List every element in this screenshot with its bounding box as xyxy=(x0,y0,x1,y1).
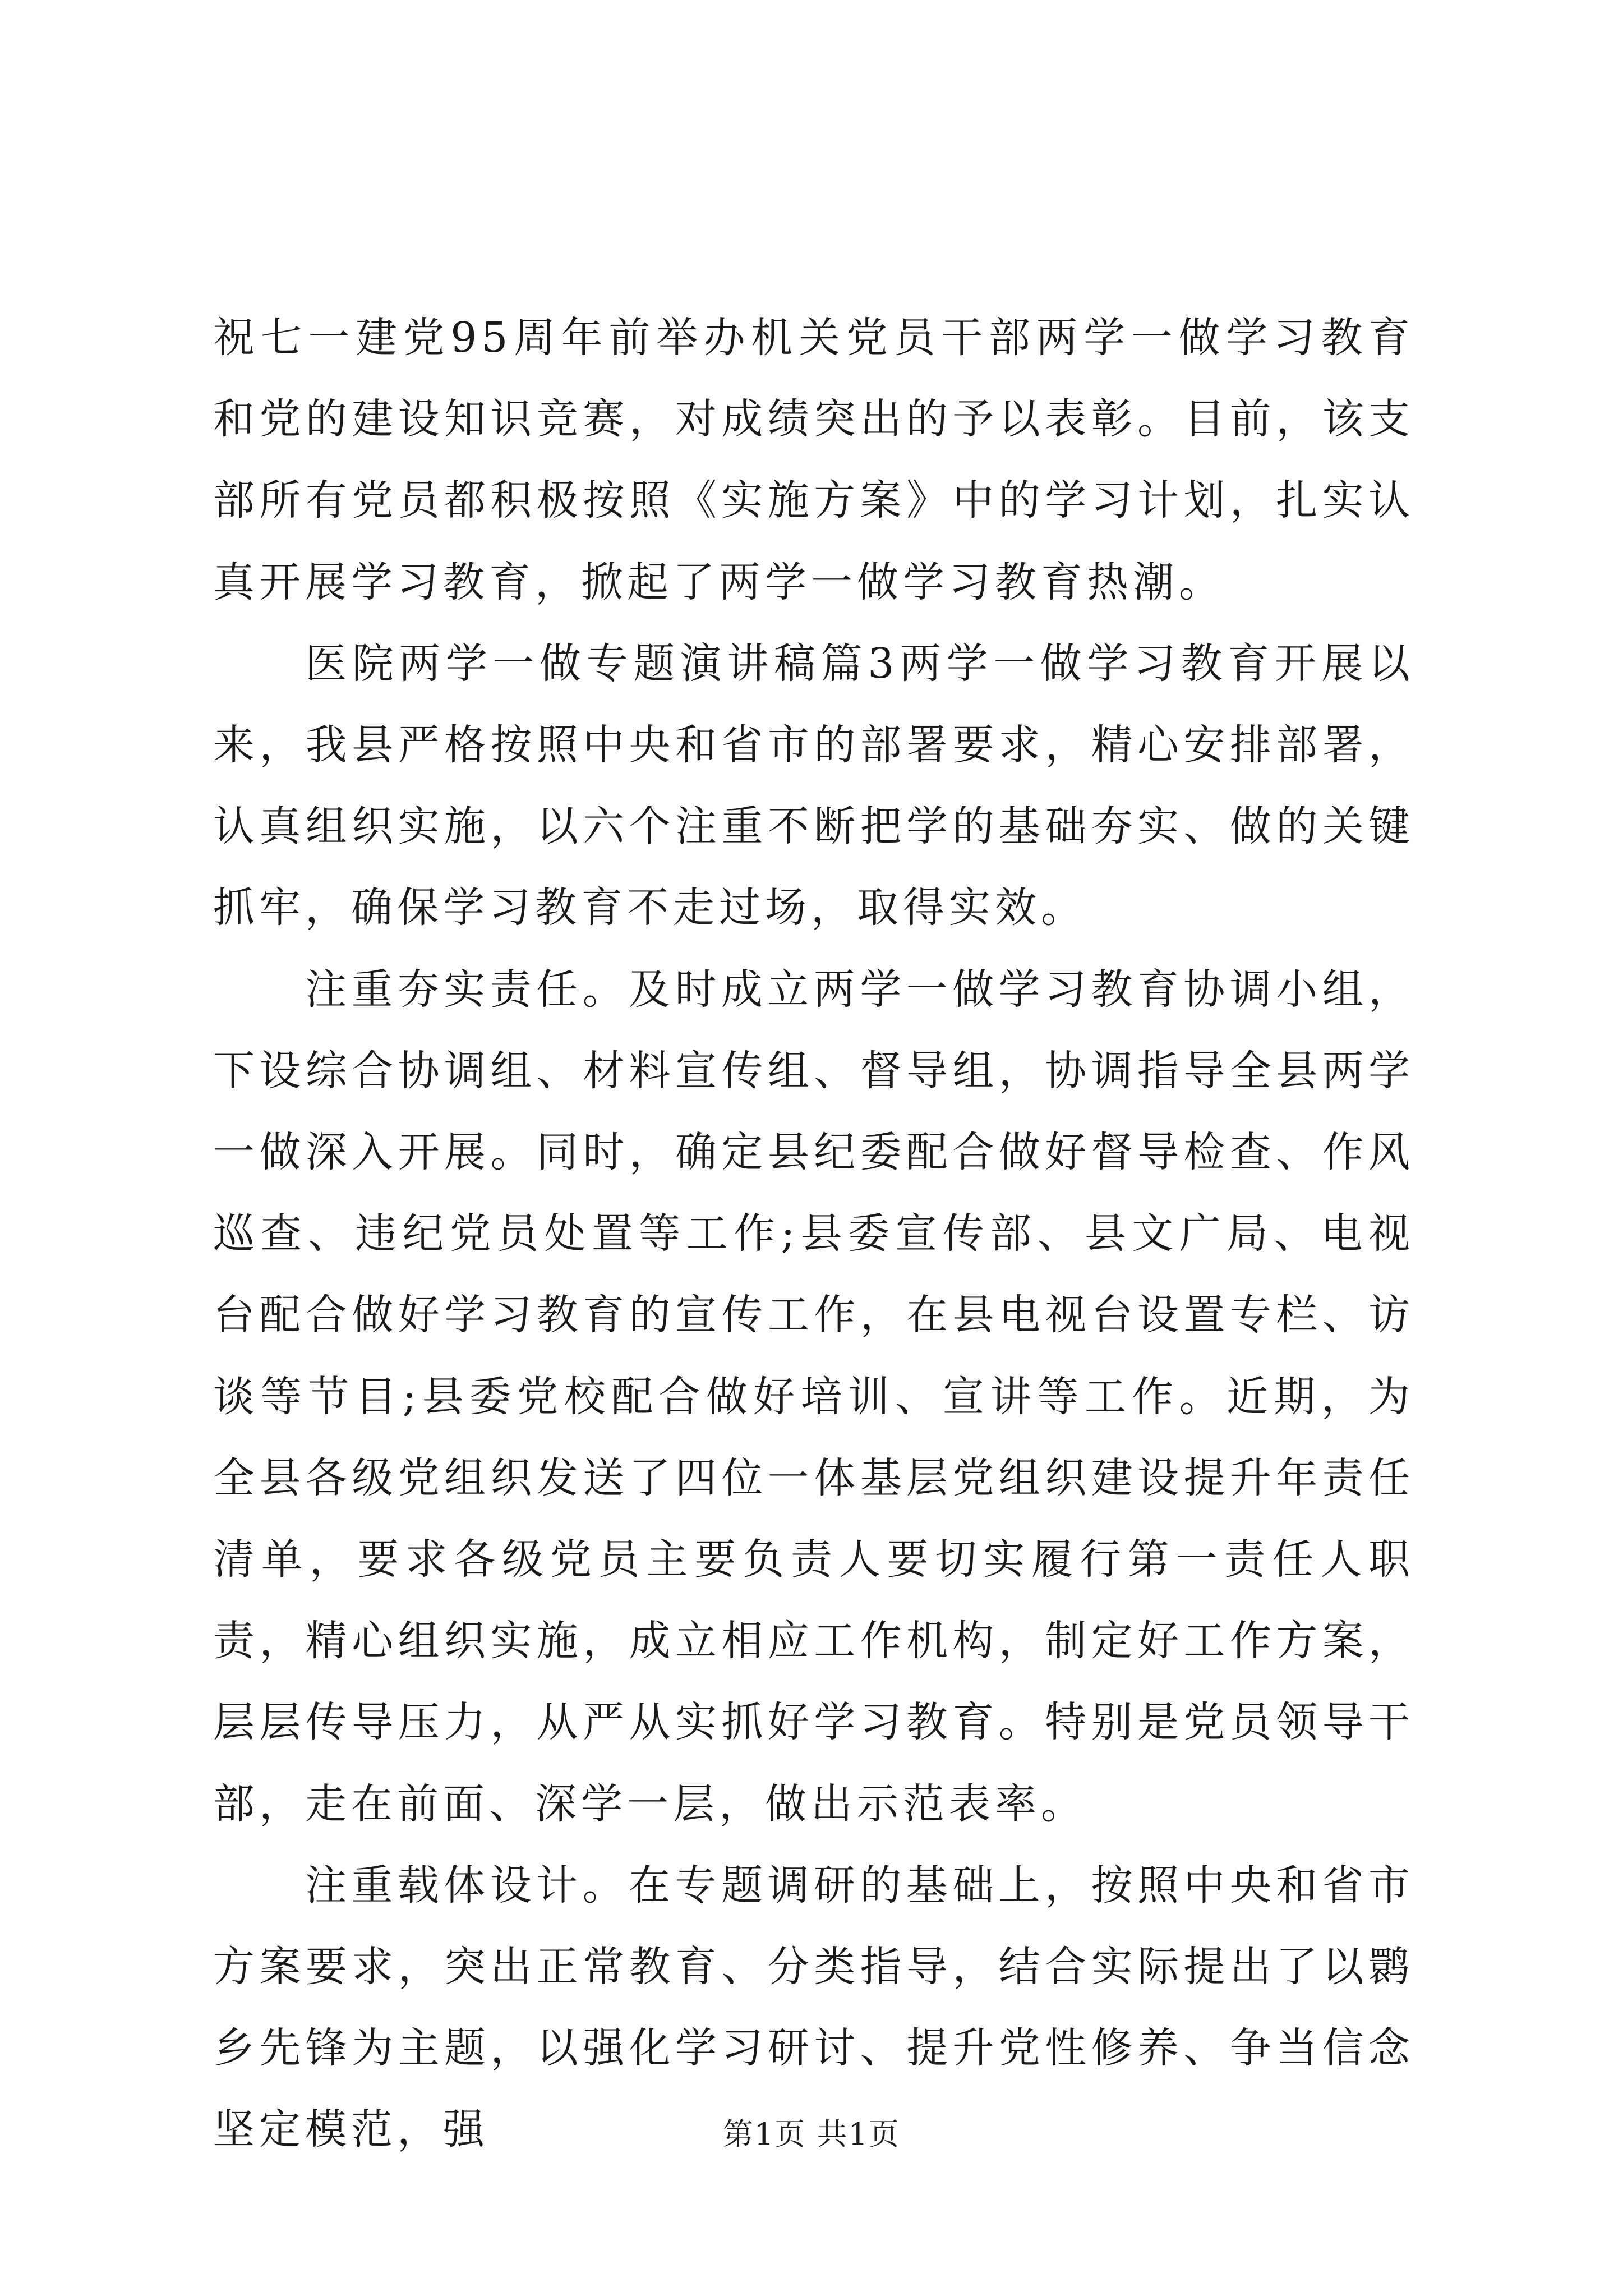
paragraph-continuation: 祝七一建党95周年前举办机关党员干部两学一做学习教育和党的建设知识竞赛，对成绩突出的予以表彰。目前，该支部所有党员都积极按照《实施方案》中的学习计划，扎实认真开展学习教育，掀起了两学一做学习教育热潮。 xyxy=(213,314,1414,606)
paragraph-speech-intro: 医院两学一做专题演讲稿篇3两学一做学习教育开展以来，我县严格按照中央和省市的部署要求，精心安排部署，认真组织实施，以六个注重不断把学的基础夯实、做的关键抓牢，确保学习教育不走过场，取得实效。 xyxy=(213,639,1414,932)
document-body xyxy=(213,297,1414,2171)
paragraph-carrier-design: 注重载体设计。在专题调研的基础上，按照中央和省市方案要求，突出正常教育、分类指导，结合实际提出了以鹮乡先锋为主题，以强化学习研讨、提升党性修养、争当信念坚定模范，强 xyxy=(213,1861,1414,2154)
paragraph-responsibility: 注重夯实责任。及时成立两学一做学习教育协调小组，下设综合协调组、材料宣传组、督导组，协调指导全县两学一做深入开展。同时，确定县纪委配合做好督导检查、作风巡查、违纪党员处置等工作;县委宣传部、县文广局、电视台配合做好学习教育的宣传工作，在县电视台设置专栏、访谈等节目;县委党校配合做好培训、宣讲等工作。近期，为全县各级党组织发送了四位一体基层党组织建设提升年责任清单，要求各级党员主要负责人要切实履行第一责任人职责，精心组织实施，成立相应工作机构，制定好工作方案，层层传导压力，从严从实抓好学习教育。特别是党员领导干部，走在前面、深学一层，做出示范表率。 xyxy=(213,965,1414,1828)
page-footer: 第1页 共1页 xyxy=(723,2116,900,2152)
